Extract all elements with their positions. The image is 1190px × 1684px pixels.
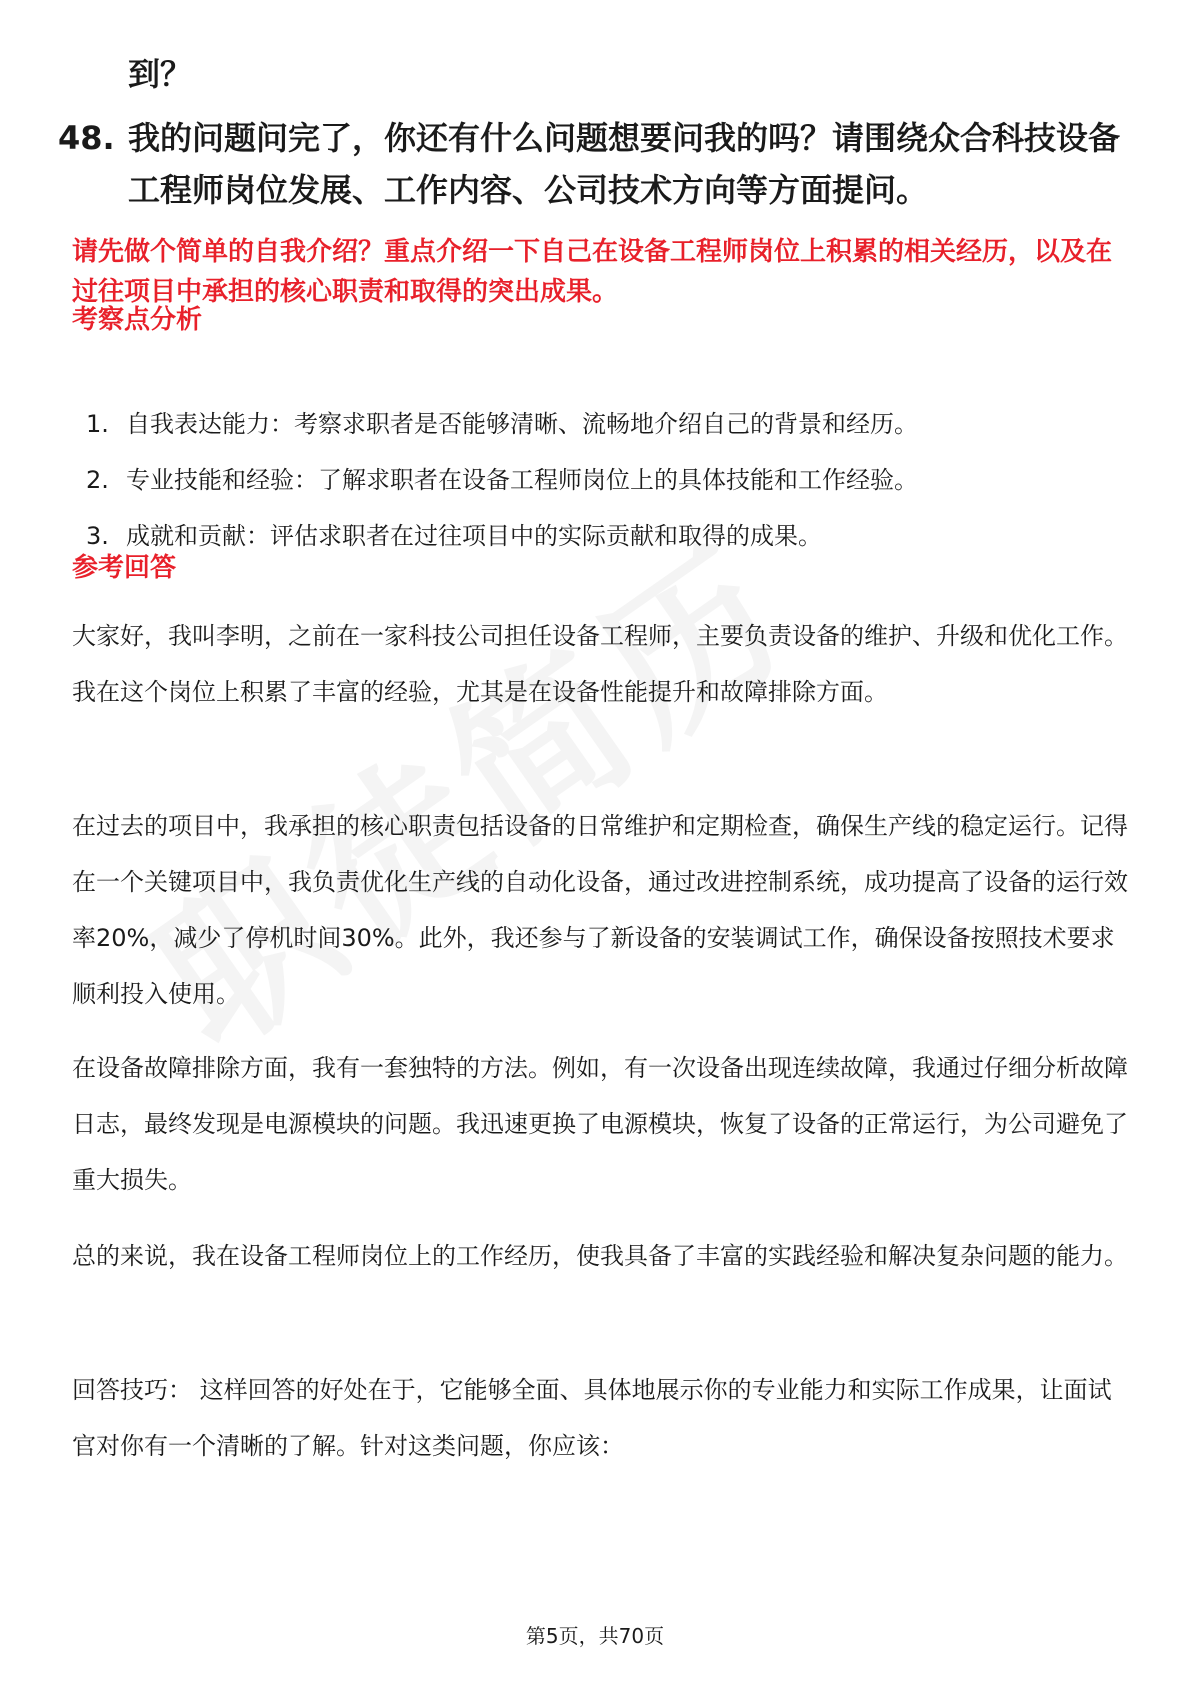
list-item: [86, 508, 1146, 564]
question-48: [58, 112, 1138, 216]
analysis-points: [86, 396, 1146, 564]
answer-paragraph: 在过去的项目中，我承担的核心职责包括设备的日常维护和定期检查，确保生产线的稳定运行。记得在一个关键项目中，我负责优化生产线的自动化设备，通过改进控制系统，成功提高了设备的运行效率20%，减少了停机时间30%。此外，我还参与了新设备的安装调试工作，确保设备按照技术要求顺利投入使用。: [72, 812, 1128, 1008]
point-text: 成就和贡献：评估求职者在过往项目中的实际贡献和取得的成果。: [126, 522, 822, 550]
question-text: 我的问题问完了，你还有什么问题想要问我的吗？请围绕众合科技设备工程师岗位发展、工作内容、公司技术方向等方面提问。: [128, 119, 1121, 209]
analysis-heading: 考察点分析: [72, 305, 203, 335]
answer-tip-paragraph: 回答技巧： 这样回答的好处在于，它能够全面、具体地展示你的专业能力和实际工作成果，让面试官对你有一个清晰的了解。针对这类问题，你应该：: [72, 1376, 1112, 1460]
question-continuation: 到？: [128, 55, 193, 93]
answer-heading: 参考回答: [72, 553, 177, 583]
list-item: [86, 396, 1146, 452]
list-item: [86, 452, 1146, 508]
point-text: 专业技能和经验：了解求职者在设备工程师岗位上的具体技能和工作经验。: [126, 466, 918, 494]
answer-paragraph: 大家好，我叫李明，之前在一家科技公司担任设备工程师，主要负责设备的维护、升级和优化工作。我在这个岗位上积累了丰富的经验，尤其是在设备性能提升和故障排除方面。: [72, 622, 1128, 706]
point-number: 2.: [86, 466, 109, 494]
question-number: 48.: [58, 119, 115, 157]
answer-paragraph: 在设备故障排除方面，我有一套独特的方法。例如，有一次设备出现连续故障，我通过仔细分析故障日志，最终发现是电源模块的问题。我迅速更换了电源模块，恢复了设备的正常运行，为公司避免了重大损失。: [72, 1054, 1128, 1194]
point-number: 1.: [86, 410, 109, 438]
answer-paragraph: 总的来说，我在设备工程师岗位上的工作经历，使我具备了丰富的实践经验和解决复杂问题的能力。: [72, 1242, 1128, 1270]
page-footer: 第5页，共70页: [525, 1624, 665, 1648]
point-text: 自我表达能力：考察求职者是否能够清晰、流畅地介绍自己的背景和经历。: [126, 410, 918, 438]
point-number: 3.: [86, 522, 109, 550]
highlighted-question: 请先做个简单的自我介绍？重点介绍一下自己在设备工程师岗位上积累的相关经历，以及在过往项目中承担的核心职责和取得的突出成果。: [72, 237, 1113, 307]
